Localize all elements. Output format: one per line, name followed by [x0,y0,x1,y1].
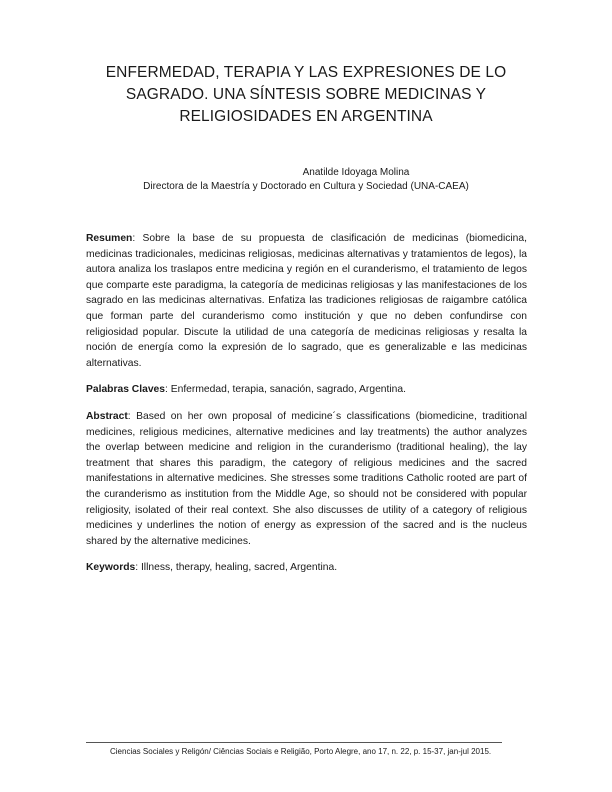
resumen-text: : Sobre la base de su propuesta de clasificación de medicinas (biomedicina, medicinas tradicionales, medicinas religiosas, medicinas alternativas y tratamientos de legos), la autora analiza los traslapos entre medicina y región en el curanderismo, el tratamiento de legos que comparte este paradigma, la categoría de medicinas religiosas y las manifestaciones de los sagrado en las medicinas alternativas. Enfatiza las tradiciones religiosas de raigambre católica que forman parte del curanderismo como institución y que no deben confundirse con religiosidad popular. Discute la utilidad de una categoría de medicinas religiosas y resalta la noción de energía como la expresión de lo sagrado, que es generalizable e las medicinas alternativas. [86,233,527,369]
keywords-label: Keywords [86,562,136,574]
palabras-claves-paragraph [86,382,527,398]
palabras-claves-text: : Enfermedad, terapia, sanación, sagrado, Argentina. [165,384,406,396]
abstract-paragraph [86,409,527,549]
footer-citation: Ciencias Sociales y Religón/ Ciências Sociais e Religião, Porto Alegre, ano 17, n. 22, p. 15-37, jan-jul 2015. [110,747,492,756]
title-line-2: SAGRADO. UNA SÍNTESIS SOBRE MEDICINAS Y [125,86,487,103]
keywords-paragraph [86,560,527,576]
footer-divider [86,742,502,743]
resumen-label: Resumen [86,233,133,244]
author-affiliation: Directora de la Maestría y Doctorado en Cultura y Sociedad (UNA-CAEA) [143,181,469,192]
author-block [86,166,526,194]
abstract-label: Abstract [86,410,128,422]
title-line-1: ENFERMEDAD, TERAPIA Y LAS EXPRESIONES DE LO [105,64,507,81]
resumen-paragraph [86,231,527,371]
title-line-3: RELIGIOSIDADES EN ARGENTINA [179,108,433,125]
abstract-section [86,231,527,587]
palabras-claves-label: Palabras Claves [86,384,165,396]
keywords-text: : Illness, therapy, healing, sacred, Argentina. [135,562,338,574]
paper-title [86,62,526,128]
author-name: Anatilde Idoyaga Molina [302,167,410,178]
abstract-text: : Based on her own proposal of medicine´s classifications (biomedicine, traditional medicines, religious medicines, alternative medicines and lay treatments) the author analyzes the overlap between medicine and religion in the curanderismo (traditional healing), the lay treatment that shares this paradigm, the category of religious medicines and the sacred manifestations in alternative medicines. She stresses some traditions Catholic rooted are part of the curanderismo as institution from the Middle Age, so should not be considered with popular religiosity, isolated of their real context. She also discusses de utility of a category of religious medicines y underlines the notion of energy as expression of the sacred and is the nucleus shared by the alternative medicines. [86,410,527,547]
